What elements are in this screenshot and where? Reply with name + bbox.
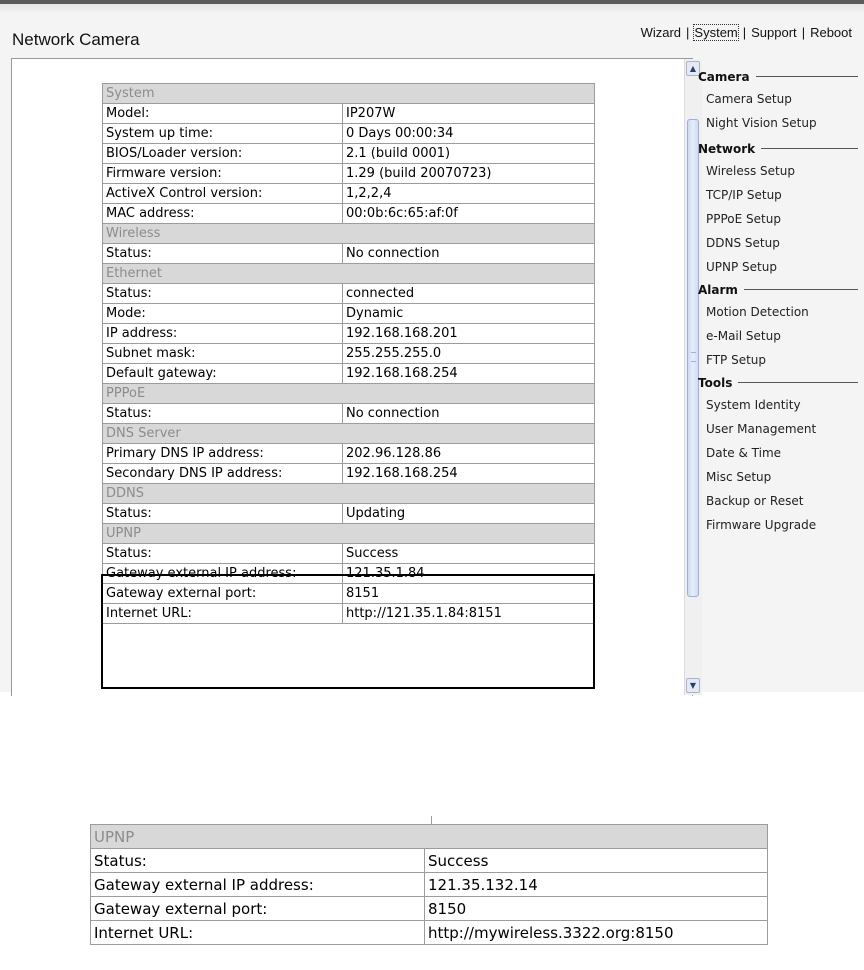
top-navigation: [641, 25, 852, 40]
nav-separator: |: [742, 25, 747, 40]
table-row: [103, 324, 595, 344]
section-header-wireless: [103, 224, 595, 244]
heading-rule: [744, 289, 858, 290]
sidebar-item-upnp-setup[interactable]: UPNP Setup: [706, 260, 777, 274]
row-value: No connection: [343, 244, 595, 264]
window-top-bar: [0, 4, 864, 14]
sidebar-heading-label: Alarm: [698, 282, 738, 297]
nav-separator: |: [801, 25, 806, 40]
row-label: Primary DNS IP address:: [103, 444, 343, 464]
table-row: [103, 544, 595, 564]
row-label: Gateway external port:: [91, 897, 425, 921]
sidebar-item-backup-or-reset[interactable]: Backup or Reset: [706, 494, 804, 508]
row-value: 1.29 (build 20070723): [343, 164, 595, 184]
row-value: http://mywireless.3322.org:8150: [425, 921, 768, 945]
row-label: Gateway external port:: [103, 584, 343, 604]
table-row: [103, 444, 595, 464]
sidebar-item-tcpip-setup[interactable]: TCP/IP Setup: [706, 188, 782, 202]
row-label: Internet URL:: [91, 921, 425, 945]
scroll-down-arrow-icon[interactable]: ▼: [686, 678, 700, 693]
row-label: Status:: [103, 504, 343, 524]
table-row: [103, 604, 595, 624]
section-header-dns-server: [103, 424, 595, 444]
table-row: [103, 164, 595, 184]
row-label: System up time:: [103, 124, 343, 144]
section-header-system: [103, 84, 595, 104]
table-row: [103, 284, 595, 304]
sidebar-item-system-identity[interactable]: System Identity: [706, 398, 801, 412]
section-title: System: [103, 84, 595, 104]
table-row: [103, 464, 595, 484]
section-header-ethernet: [103, 264, 595, 284]
table-row: [91, 849, 768, 873]
sidebar-heading: [698, 279, 858, 300]
sidebar-group-alarm: [698, 279, 858, 372]
settings-sidebar: [698, 66, 858, 537]
row-label: BIOS/Loader version:: [103, 144, 343, 164]
sidebar-heading: [698, 138, 858, 159]
sidebar-item-night-vision-setup[interactable]: Night Vision Setup: [706, 116, 817, 130]
section-title: DNS Server: [103, 424, 595, 444]
sidebar-group-network: [698, 138, 858, 279]
scroll-up-arrow-icon[interactable]: ▲: [686, 61, 700, 76]
table-row: [91, 873, 768, 897]
zoom-column-tick: [431, 816, 432, 824]
section-title: UPNP: [103, 524, 595, 544]
row-label: Status:: [103, 404, 343, 424]
table-row: [103, 104, 595, 124]
row-value: Success: [343, 544, 595, 564]
row-value: Dynamic: [343, 304, 595, 324]
sidebar-item-email-setup[interactable]: e-Mail Setup: [706, 329, 781, 343]
sidebar-item-ddns-setup[interactable]: DDNS Setup: [706, 236, 780, 250]
table-row: [103, 584, 595, 604]
sidebar-group-tools: [698, 372, 858, 537]
row-value: 255.255.255.0: [343, 344, 595, 364]
table-row: [103, 184, 595, 204]
table-row: [103, 304, 595, 324]
heading-rule: [738, 382, 858, 383]
row-value: http://121.35.1.84:8151: [343, 604, 595, 624]
table-row: [103, 124, 595, 144]
row-value: 192.168.168.254: [343, 364, 595, 384]
row-label: IP address:: [103, 324, 343, 344]
row-value: connected: [343, 284, 595, 304]
table-row: [103, 404, 595, 424]
row-label: ActiveX Control version:: [103, 184, 343, 204]
nav-separator: |: [686, 25, 690, 40]
table-row: [103, 504, 595, 524]
row-label: Gateway external IP address:: [103, 564, 343, 584]
table-row: [91, 897, 768, 921]
sidebar-heading-label: Camera: [698, 69, 750, 84]
scrollbar-grip: [691, 352, 696, 362]
sidebar-heading: [698, 66, 858, 87]
section-title: UPNP: [91, 825, 768, 849]
section-title: DDNS: [103, 484, 595, 504]
sidebar-item-firmware-upgrade[interactable]: Firmware Upgrade: [706, 518, 817, 532]
row-value: 00:0b:6c:65:af:0f: [343, 204, 595, 224]
section-header-upnp: [91, 825, 768, 849]
row-value: 8150: [425, 897, 768, 921]
row-value: Success: [425, 849, 768, 873]
row-label: Firmware version:: [103, 164, 343, 184]
sidebar-item-wireless-setup[interactable]: Wireless Setup: [706, 164, 795, 178]
table-row: [103, 344, 595, 364]
section-title: Ethernet: [103, 264, 595, 284]
nav-support-link[interactable]: Support: [751, 25, 797, 40]
table-row: [103, 364, 595, 384]
sidebar-group-camera: [698, 66, 858, 135]
row-value: No connection: [343, 404, 595, 424]
row-label: Subnet mask:: [103, 344, 343, 364]
sidebar-item-camera-setup[interactable]: Camera Setup: [706, 92, 792, 106]
sidebar-item-user-management[interactable]: User Management: [706, 422, 817, 436]
row-label: Status:: [103, 544, 343, 564]
row-label: Secondary DNS IP address:: [103, 464, 343, 484]
row-label: Model:: [103, 104, 343, 124]
section-header-ddns: [103, 484, 595, 504]
app-title: Network Camera: [12, 30, 140, 49]
row-label: Status:: [103, 244, 343, 264]
row-value: 202.96.128.86: [343, 444, 595, 464]
section-title: PPPoE: [103, 384, 595, 404]
sidebar-item-ftp-setup[interactable]: FTP Setup: [706, 353, 766, 367]
row-label: Mode:: [103, 304, 343, 324]
row-label: Default gateway:: [103, 364, 343, 384]
section-header-upnp: [103, 524, 595, 544]
row-value: 192.168.168.201: [343, 324, 595, 344]
sidebar-item-misc-setup[interactable]: Misc Setup: [706, 470, 772, 484]
nav-reboot-link[interactable]: Reboot: [810, 25, 852, 40]
row-value: 2.1 (build 0001): [343, 144, 595, 164]
table-row: [103, 564, 595, 584]
upnp-zoom-table: [90, 824, 768, 945]
table-row: [103, 144, 595, 164]
row-label: Internet URL:: [103, 604, 343, 624]
heading-rule: [756, 76, 858, 77]
row-value: 192.168.168.254: [343, 464, 595, 484]
heading-rule: [761, 148, 858, 149]
row-value: 121.35.1.84: [343, 564, 595, 584]
system-status-table: [102, 83, 595, 624]
status-content-frame: [11, 58, 697, 696]
row-label: Status:: [103, 284, 343, 304]
row-label: MAC address:: [103, 204, 343, 224]
row-label: Gateway external IP address:: [91, 873, 425, 897]
sidebar-heading: [698, 372, 858, 393]
row-value: 8151: [343, 584, 595, 604]
row-label: Status:: [91, 849, 425, 873]
sidebar-heading-label: Network: [698, 141, 756, 156]
row-value: IP207W: [343, 104, 595, 124]
row-value: 0 Days 00:00:34: [343, 124, 595, 144]
sidebar-item-motion-detection[interactable]: Motion Detection: [706, 305, 809, 319]
sidebar-item-date-time[interactable]: Date & Time: [706, 446, 782, 460]
row-value: 1,2,2,4: [343, 184, 595, 204]
table-row: [103, 204, 595, 224]
section-header-pppoe: [103, 384, 595, 404]
row-value: Updating: [343, 504, 595, 524]
nav-system-link[interactable]: System: [694, 25, 738, 40]
table-row: [91, 921, 768, 945]
nav-wizard-link[interactable]: Wizard: [640, 25, 682, 40]
table-row: [103, 244, 595, 264]
row-value: 121.35.132.14: [425, 873, 768, 897]
sidebar-item-pppoe-setup[interactable]: PPPoE Setup: [706, 212, 781, 226]
sidebar-heading-label: Tools: [698, 375, 733, 390]
section-title: Wireless: [103, 224, 595, 244]
